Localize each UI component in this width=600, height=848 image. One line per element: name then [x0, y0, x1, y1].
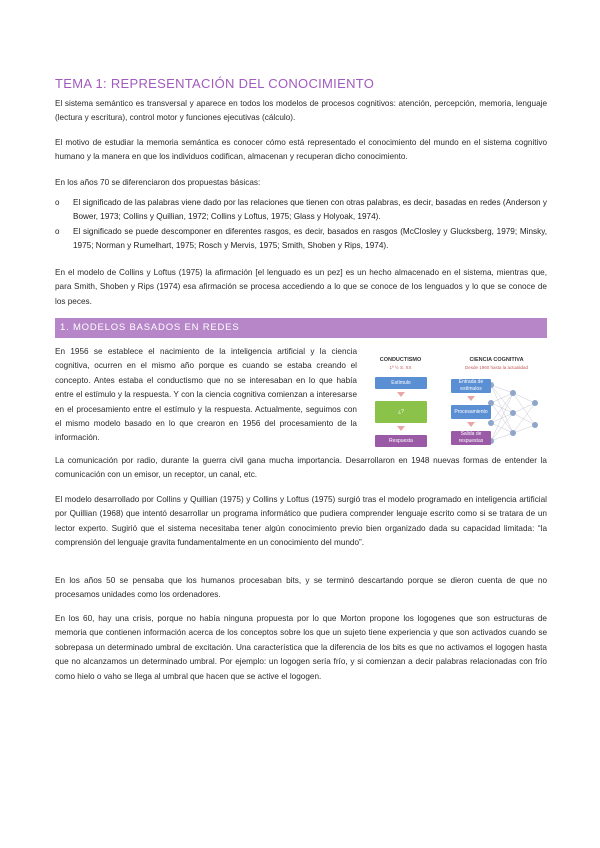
figure-right-subtitle: Desde 1960 hasta la actualidad: [464, 365, 529, 370]
figure-left-title: CONDUCTISMO: [379, 357, 422, 363]
section-paragraph-1: En 1956 se establece el nacimiento de la inteligencia artificial y la ciencia cognitiva, ocurren en el mismo año porque es cuando se estaba creando el concepto. Antes estaba el conductismo que no se interesaban en lo que había entre el estímulo y la respuesta. Y con la ciencia cognitiva comienzan a interesarse en el procesamiento entre el estímulo y la respuesta. Actualmente, seguimos con el mismo modelo basado en lo que crearon en 1956 del procesamiento de la información.: [55, 347, 357, 443]
neural-network-icon: [483, 373, 545, 453]
intro-paragraph-3: En los años 70 se diferenciaron dos propuestas básicas:: [55, 178, 261, 187]
arrow-down-icon: [467, 396, 475, 401]
list-item: [55, 196, 547, 225]
list-item-text: El significado se puede descomponer en diferentes rasgos, es decir, basados en rasgos (McClosley y Glucksberg, 1979; Minsky, 1975; Norman y Rumelhart, 1975; Rosch y Mervis, 1975; Smith, Shoben y Rips, 1974).: [73, 226, 547, 251]
bullet-marker: o: [55, 226, 60, 236]
processing-box: Procesamiento: [451, 405, 491, 419]
figure-left-subtitle: 1ª ½ S. XX: [389, 365, 412, 370]
list-item: [55, 225, 547, 254]
loftus-paragraph: En el modelo de Collins y Loftus (1975) la afirmación [el lenguado es un pez] es un hecho almacenado en el sistema, mientras que, para Smith, Shoben y Rips (1974) esa afirmación se procesa accediendo a lo que se conoce de los lenguados y lo que se conoce de los peces.: [55, 268, 547, 306]
page-title: TEMA 1: REPRESENTACIÓN DEL CONOCIMIENTO: [55, 76, 375, 91]
intro-paragraph-2: El motivo de estudiar la memoria semántica es conocer cómo está representado el conocimiento del mundo en el sistema cognitivo humano y la manera en que los individuos codifican, almacenan y recuperan dicho conocimiento.: [55, 138, 547, 162]
intro-paragraph-1: El sistema semántico es transversal y aparece en todos los modelos de procesos cognitivos: atención, percepción, memoria, lenguaje (lectura y escritura), control motor y funciones ejecutivas (cálculo).: [55, 99, 547, 123]
bits-paragraph: En los años 50 se pensaba que los humanos procesaban bits, y se terminó descartando porque se dieron cuenta de que no procesamos unidades como los ordenadores.: [55, 576, 547, 600]
arrow-down-icon: [397, 426, 405, 431]
quillian-paragraph: El modelo desarrollado por Collins y Quillian (1975) y Collins y Loftus (1975) surgió tras el modelo programado en inteligencia artificial por Quillian (1968) que intentó desarrollar un programa informático que pudiera comprender lenguaje escrito como si se tratara de un lector experto. Sugirió que el sistema necesitaba tener algún conocimiento previo bien organizado dada su capacidad limitada: “la comprensión del lenguaje gravita fundamentalmente en un conocimiento del mundo”.: [55, 495, 547, 548]
output-responses-box: Salida de respuestas: [451, 431, 491, 445]
radio-paragraph: La comunicación por radio, durante la guerra civil gana mucha importancia. Desarrollaron en 1948 nuevas formas de entender la comunicación con un emisor, un receptor, un canal, etc.: [55, 456, 547, 480]
section-heading-bar: 1. MODELOS BASADOS EN REDES: [55, 318, 547, 338]
proposals-list: [55, 196, 547, 254]
bullet-marker: o: [55, 198, 60, 207]
arrow-down-icon: [397, 392, 405, 397]
input-stimuli-box: Entrada de estímulos: [451, 379, 491, 393]
arrow-down-icon: [467, 422, 475, 427]
figure-right-title: CIENCIA COGNITIVA: [469, 357, 524, 363]
list-item-text: El significado de las palabras viene dado por las relaciones que tienen con otras palabras, es decir, basadas en redes (Anderson y Bower, 1973; Collins y Quillian, 1972; Collins y Loftus, 1975; Glass y Holyoak, 1974).: [73, 198, 547, 222]
unknown-process-box: ¿?: [375, 401, 427, 423]
response-box: Respuesta: [375, 435, 427, 447]
conductismo-vs-cognitiva-figure: [363, 355, 548, 462]
logogen-paragraph: En los 60, hay una crisis, porque no había ninguna propuesta por lo que Morton propone los logogenes que son estructuras de memoria que contienen información acerca de los conceptos sobre los que un sujeto tiene experiencia y que son activados cuando se sobrepasa un determinado umbral de excitación. Una característica que la diferencia de los bits es que no activamos el logogen hasta que no alcanzamos un determinado umbral. Por ejemplo: un logogen sería frío, y si comienzan a decir palabras relacionadas con frío como hielo o vaho se llega al umbral que hacen que se active el logogen.: [55, 614, 547, 681]
stimulus-box: Estímulo: [375, 377, 427, 389]
